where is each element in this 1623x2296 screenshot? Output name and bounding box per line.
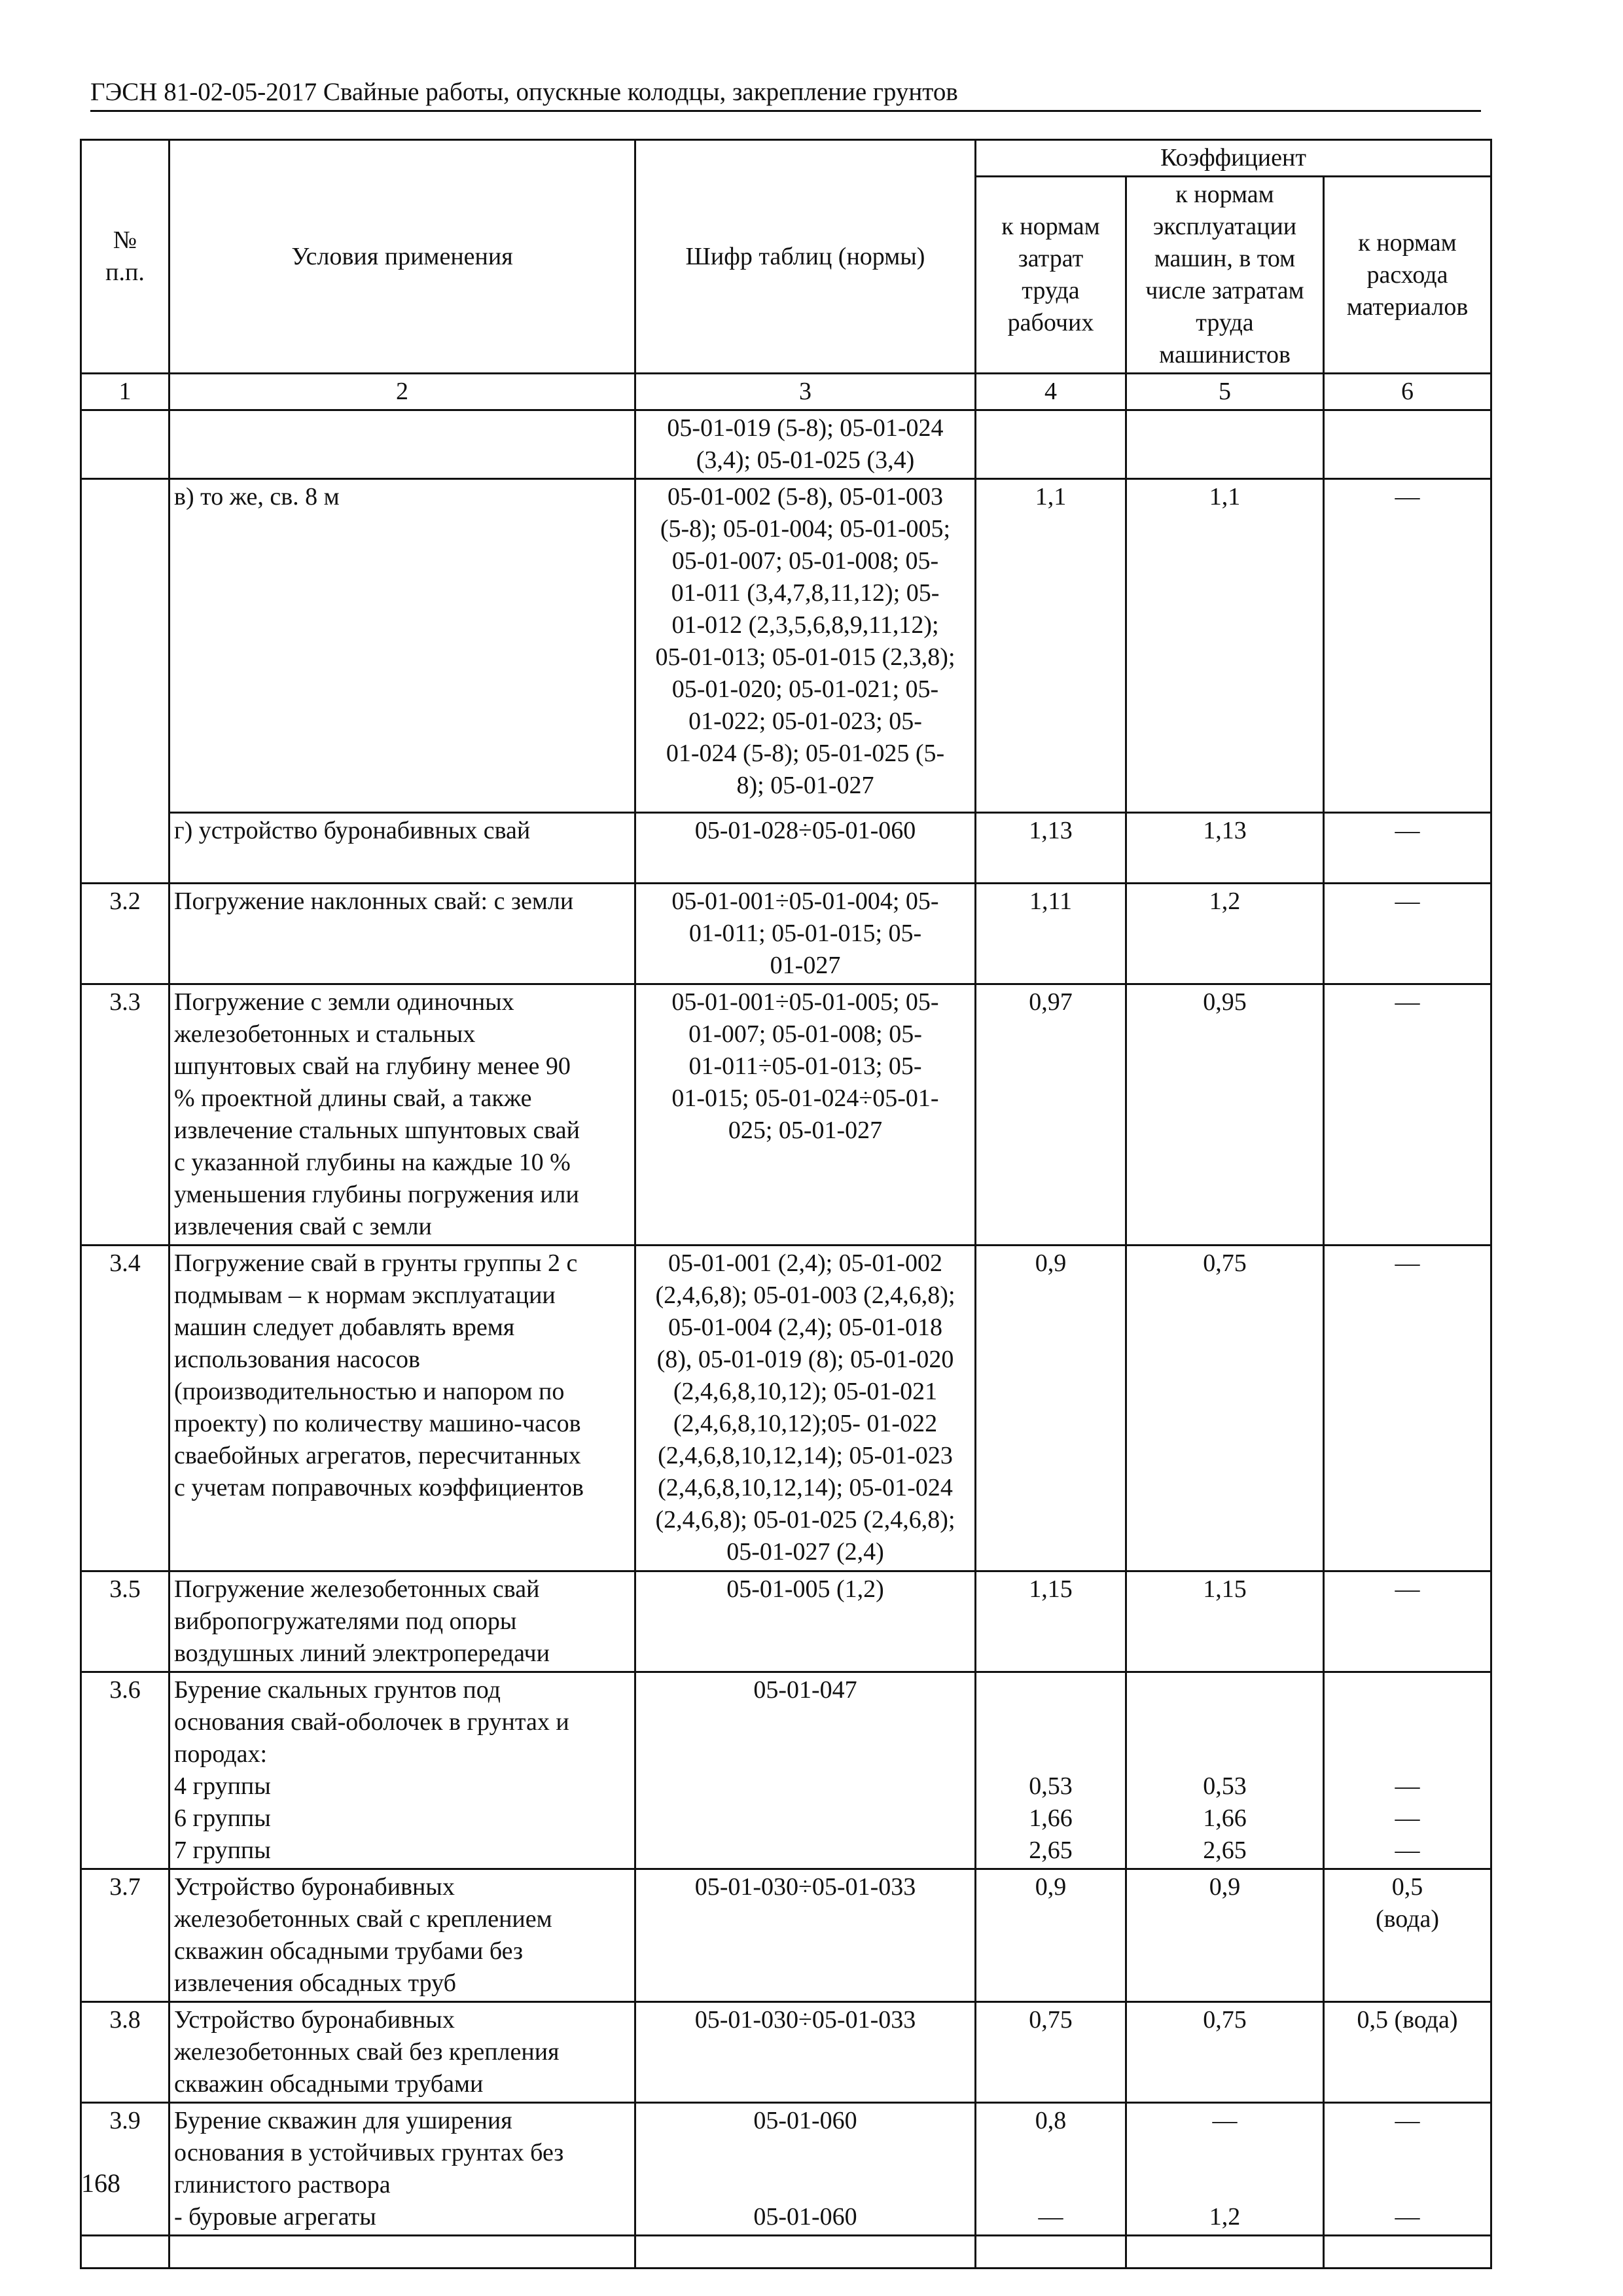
row-code: 05-01-030÷05-01-033 (635, 2002, 976, 2103)
header-labor: к нормам затрат труда рабочих (976, 177, 1126, 374)
table-row (81, 410, 1491, 479)
row-machines (1126, 2236, 1324, 2269)
row-labor: 1,11 (976, 884, 1126, 984)
row-num (81, 2236, 169, 2269)
row-conditions: Погружение наклонных свай: с земли (169, 884, 635, 984)
row-code (635, 2236, 976, 2269)
row-code: 05-01-002 (5-8), 05-01-003 (5-8); 05-01-004; 05-01-005; 05-01-007; 05-01-008; 05- 01-011 (3,4,7,8,11,12); 05- 01-012 (2,3,5,6,8,9,11,12); 05-01-013; 05-01-015 (2,3,8); 05-01-020; 05-01-021; 05- 01-022; 05-01-023; 05- 01-024 (5-8); 05-01-025 (5- 8); 05-01-027 (635, 479, 976, 813)
table-row (81, 2002, 1491, 2103)
row-conditions: г) устройство буронабивных свай (169, 813, 635, 884)
table-row (81, 1672, 1491, 1869)
row-machines: 0,53 1,66 2,65 (1126, 1672, 1324, 1869)
row-materials: — (1324, 984, 1491, 1246)
row-num: 3.9 (81, 2103, 169, 2236)
row-materials: — — (1324, 2103, 1491, 2236)
row-conditions: в) то же, св. 8 м (169, 479, 635, 813)
row-labor: 1,1 (976, 479, 1126, 813)
row-labor (976, 410, 1126, 479)
row-labor: 1,13 (976, 813, 1126, 884)
row-code: 05-01-028÷05-01-060 (635, 813, 976, 884)
row-machines: 1,15 (1126, 1571, 1324, 1672)
row-code: 05-01-001÷05-01-004; 05- 01-011; 05-01-015; 05- 01-027 (635, 884, 976, 984)
col-number: 6 (1324, 374, 1491, 410)
row-materials: — (1324, 479, 1491, 813)
header-materials: к нормам расхода материалов (1324, 177, 1491, 374)
col-number: 4 (976, 374, 1126, 410)
row-labor: 0,97 (976, 984, 1126, 1246)
table-row (81, 2236, 1491, 2269)
row-num: 3.2 (81, 884, 169, 984)
row-materials: 0,5 (вода) (1324, 1869, 1491, 2002)
row-machines: 1,13 (1126, 813, 1324, 884)
row-conditions (169, 2236, 635, 2269)
row-labor: 0,75 (976, 2002, 1126, 2103)
table-row (81, 884, 1491, 984)
row-code: 05-01-060 05-01-060 (635, 2103, 976, 2236)
row-num (81, 479, 169, 884)
row-machines: 1,2 (1126, 884, 1324, 984)
row-num: 3.3 (81, 984, 169, 1246)
row-conditions (169, 410, 635, 479)
col-number: 1 (81, 374, 169, 410)
col-number: 5 (1126, 374, 1324, 410)
row-conditions: Устройство буронабивных железобетонных свай с креплением скважин обсадными трубами без извлечения обсадных труб (169, 1869, 635, 2002)
coefficient-table (80, 139, 1492, 2269)
row-num: 3.8 (81, 2002, 169, 2103)
table-row (81, 1571, 1491, 1672)
row-code: 05-01-005 (1,2) (635, 1571, 976, 1672)
col-number: 3 (635, 374, 976, 410)
row-code: 05-01-001 (2,4); 05-01-002 (2,4,6,8); 05-01-003 (2,4,6,8); 05-01-004 (2,4); 05-01-018 (8), 05-01-019 (8); 05-01-020 (2,4,6,8,10,12); 05-01-021 (2,4,6,8,10,12);05- 01-022 (2,4,6,8,10,12,14); 05-01-023 (2,4,6,8,10,12,14); 05-01-024 (2,4,6,8); 05-01-025 (2,4,6,8); 05-01-027 (2,4) (635, 1246, 976, 1571)
row-conditions: Погружение железобетонных свай вибропогружателями под опоры воздушных линий электропередачи (169, 1571, 635, 1672)
row-conditions: Бурение скважин для уширения основания в устойчивых грунтах без глинистого раствора - буровые агрегаты (169, 2103, 635, 2236)
row-code: 05-01-019 (5-8); 05-01-024 (3,4); 05-01-025 (3,4) (635, 410, 976, 479)
table-row (81, 2103, 1491, 2236)
row-labor: 0,9 (976, 1246, 1126, 1571)
row-conditions: Бурение скальных грунтов под основания свай-оболочек в грунтах и породах: 4 группы 6 группы 7 группы (169, 1672, 635, 1869)
row-num: 3.4 (81, 1246, 169, 1571)
row-materials: 0,5 (вода) (1324, 2002, 1491, 2103)
row-num (81, 410, 169, 479)
table-row (81, 813, 1491, 884)
row-labor: 1,15 (976, 1571, 1126, 1672)
header-coefficient: Коэффициент (976, 140, 1491, 177)
row-materials (1324, 2236, 1491, 2269)
row-labor: 0,9 (976, 1869, 1126, 2002)
row-machines: 0,75 (1126, 2002, 1324, 2103)
header-machines: к нормам эксплуатации машин, в том числе затратам труда машинистов (1126, 177, 1324, 374)
row-machines: 0,75 (1126, 1246, 1324, 1571)
row-labor: 0,8 — (976, 2103, 1126, 2236)
header-conditions: Условия применения (169, 140, 635, 374)
row-num: 3.6 (81, 1672, 169, 1869)
row-machines (1126, 410, 1324, 479)
row-code: 05-01-047 (635, 1672, 976, 1869)
row-materials (1324, 410, 1491, 479)
table-row (81, 1246, 1491, 1571)
table-row (81, 479, 1491, 813)
running-header: ГЭСН 81-02-05-2017 Свайные работы, опускные колодцы, закрепление грунтов (90, 77, 1481, 112)
page-number: 168 (81, 2168, 120, 2198)
row-machines: 0,95 (1126, 984, 1324, 1246)
row-machines: 1,1 (1126, 479, 1324, 813)
col-number: 2 (169, 374, 635, 410)
row-labor: 0,53 1,66 2,65 (976, 1672, 1126, 1869)
row-conditions: Погружение свай в грунты группы 2 с подмывам – к нормам эксплуатации машин следует добавлять время использования насосов (производительностью и напором по проекту) по количеству машино-часов сваебойных агрегатов, пересчитанных с учетам поправочных коэффициентов (169, 1246, 635, 1571)
row-code: 05-01-030÷05-01-033 (635, 1869, 976, 2002)
row-materials: — — — (1324, 1672, 1491, 1869)
header-code: Шифр таблиц (нормы) (635, 140, 976, 374)
row-materials: — (1324, 1246, 1491, 1571)
row-materials: — (1324, 813, 1491, 884)
row-labor (976, 2236, 1126, 2269)
row-machines: — 1,2 (1126, 2103, 1324, 2236)
table-row (81, 984, 1491, 1246)
row-code: 05-01-001÷05-01-005; 05- 01-007; 05-01-008; 05- 01-011÷05-01-013; 05- 01-015; 05-01-024÷05-01- 025; 05-01-027 (635, 984, 976, 1246)
row-machines: 0,9 (1126, 1869, 1324, 2002)
row-materials: — (1324, 884, 1491, 984)
row-conditions: Устройство буронабивных железобетонных свай без крепления скважин обсадными трубами (169, 2002, 635, 2103)
row-num: 3.7 (81, 1869, 169, 2002)
row-num: 3.5 (81, 1571, 169, 1672)
table-row (81, 1869, 1491, 2002)
header-num: № п.п. (81, 140, 169, 374)
row-materials: — (1324, 1571, 1491, 1672)
row-conditions: Погружение с земли одиночных железобетонных и стальных шпунтовых свай на глубину менее 90 % проектной длины свай, а также извлечение стальных шпунтовых свай с указанной глубины на каждые 10 % уменьшения глубины погружения или извлечения свай с земли (169, 984, 635, 1246)
